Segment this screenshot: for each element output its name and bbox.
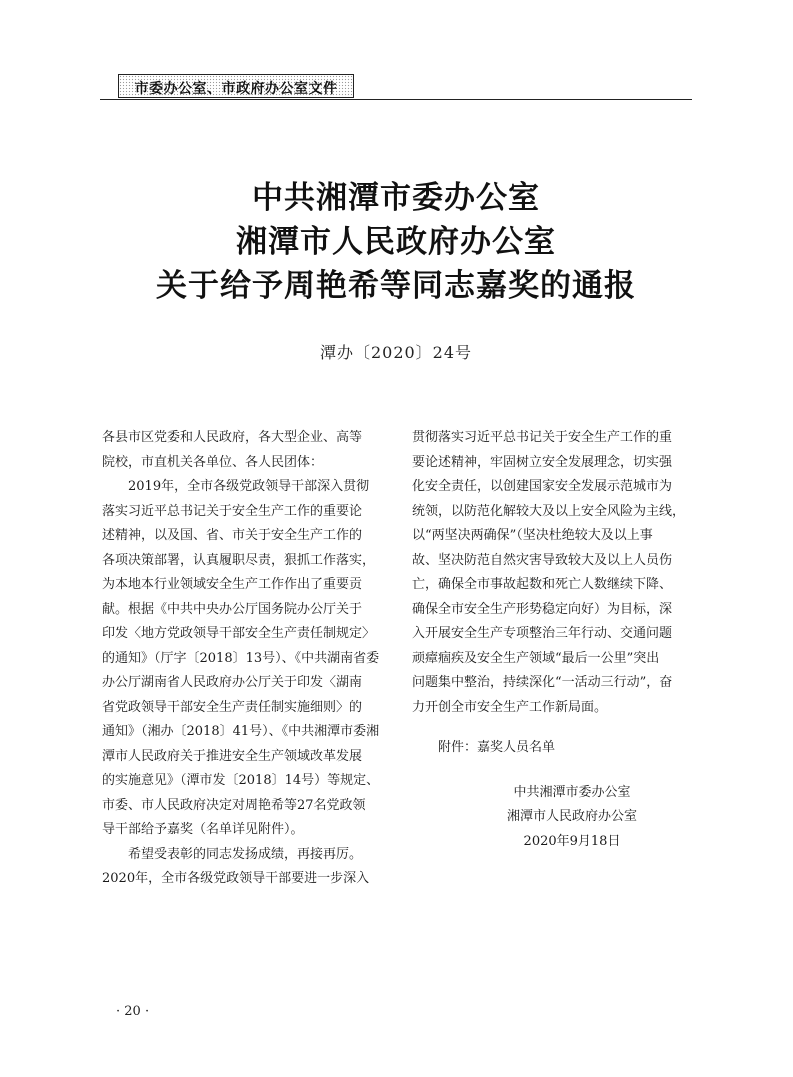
document-number: 潭办〔2020〕24号 [319, 343, 473, 362]
body-line: 述精神，以及国、省、市关于安全生产工作的 [102, 528, 363, 543]
signature-org-1: 中共湘潭市委办公室 [513, 784, 631, 800]
body-line: 献。根据《中共中央办公厅国务院办公厅关于 [102, 601, 363, 617]
body-line: 市委、市人民政府决定对周艳希等27名党政领 [102, 797, 366, 813]
body-line: 落实习近平总书记关于安全生产工作的重要论 [102, 503, 363, 519]
body-line: 确保全市安全生产形势稳定向好）为目标，深 [412, 601, 673, 617]
body-line: 统领，以防范化解较大及以上安全风险为主线， [412, 503, 686, 519]
header-label: 市委办公室、市政府办公室文件 [134, 81, 338, 97]
header-label-box [118, 74, 354, 98]
body-left-column [102, 426, 386, 892]
body-line: 办公厅湖南省人民政府办公厅关于印发〈湖南 [102, 675, 363, 690]
body-line: 以“两坚决两确保”（坚决杜绝较大及以上事 [412, 528, 653, 543]
body-line: 潭市人民政府关于推进安全生产领域改革发展 [102, 748, 363, 764]
page-number: · 20 · [116, 1004, 150, 1019]
body-line: 2019年，全市各级党政领导干部深入贯彻 [128, 479, 370, 494]
body-line: 化安全责任，以创建国家安全发展示范城市为 [412, 479, 673, 494]
body-line: 问题集中整治，持续深化“一活动三行动”，奋 [412, 675, 673, 690]
attachment-note: 附件：嘉奖人员名单 [438, 740, 556, 755]
body-line: 贯彻落实习近平总书记关于安全生产工作的重 [412, 430, 673, 445]
signature-date: 2020年9月18日 [523, 833, 621, 849]
body-line: 的通知》（厅字〔2018〕13号）、《中共湖南省委 [102, 650, 380, 666]
body-line: 顽瘴痼疾及安全生产领域“最后一公里”突出 [412, 650, 660, 666]
body-right-column [412, 426, 696, 854]
signature-block [412, 781, 696, 855]
body-line: 要论述精神，牢固树立安全发展理念，切实强 [412, 454, 673, 470]
body-line: 省党政领导干部安全生产责任制实施细则〉的 [102, 699, 363, 715]
body-line: 的实施意见》（潭市发〔2018〕14号）等规定、 [102, 773, 380, 788]
body-line: 2020年，全市各级党政领导干部要进一步深入 [102, 871, 370, 886]
header-rule [100, 99, 692, 100]
title-line-1: 中共湘潭市委办公室 [252, 180, 540, 216]
body-line: 各项决策部署，认真履职尽责，狠抓工作落实， [102, 552, 376, 568]
body-line: 故、坚决防范自然灾害导致较大及以上人员伤 [412, 552, 673, 568]
title-line-3: 关于给予周艳希等同志嘉奖的通报 [156, 268, 636, 304]
body-line: 入开展安全生产专项整治三年行动、交通问题 [412, 626, 673, 641]
body-line: 亡，确保全市事故起数和死亡人数继续下降、 [412, 577, 673, 592]
body-line: 各县市区党委和人民政府，各大型企业、高等 [102, 430, 363, 445]
title-line-2: 湘潭市人民政府办公室 [236, 224, 556, 260]
body-line: 希望受表彰的同志发扬成绩，再接再厉。 [128, 846, 363, 862]
body-line: 通知》（湘办〔2018〕41号）、《中共湘潭市委湘 [102, 724, 380, 739]
body-line: 力开创全市安全生产工作新局面。 [412, 699, 608, 715]
body-line: 印发〈地方党政领导干部安全生产责任制规定〉 [102, 626, 376, 641]
body-line: 为本地本行业领域安全生产工作作出了重要贡 [102, 577, 363, 592]
body-line: 导干部给予嘉奖（名单详见附件）。 [102, 822, 304, 837]
signature-org-2: 湘潭市人民政府办公室 [506, 809, 637, 824]
body-line: 院校，市直机关各单位、各人民团体： [102, 454, 324, 470]
